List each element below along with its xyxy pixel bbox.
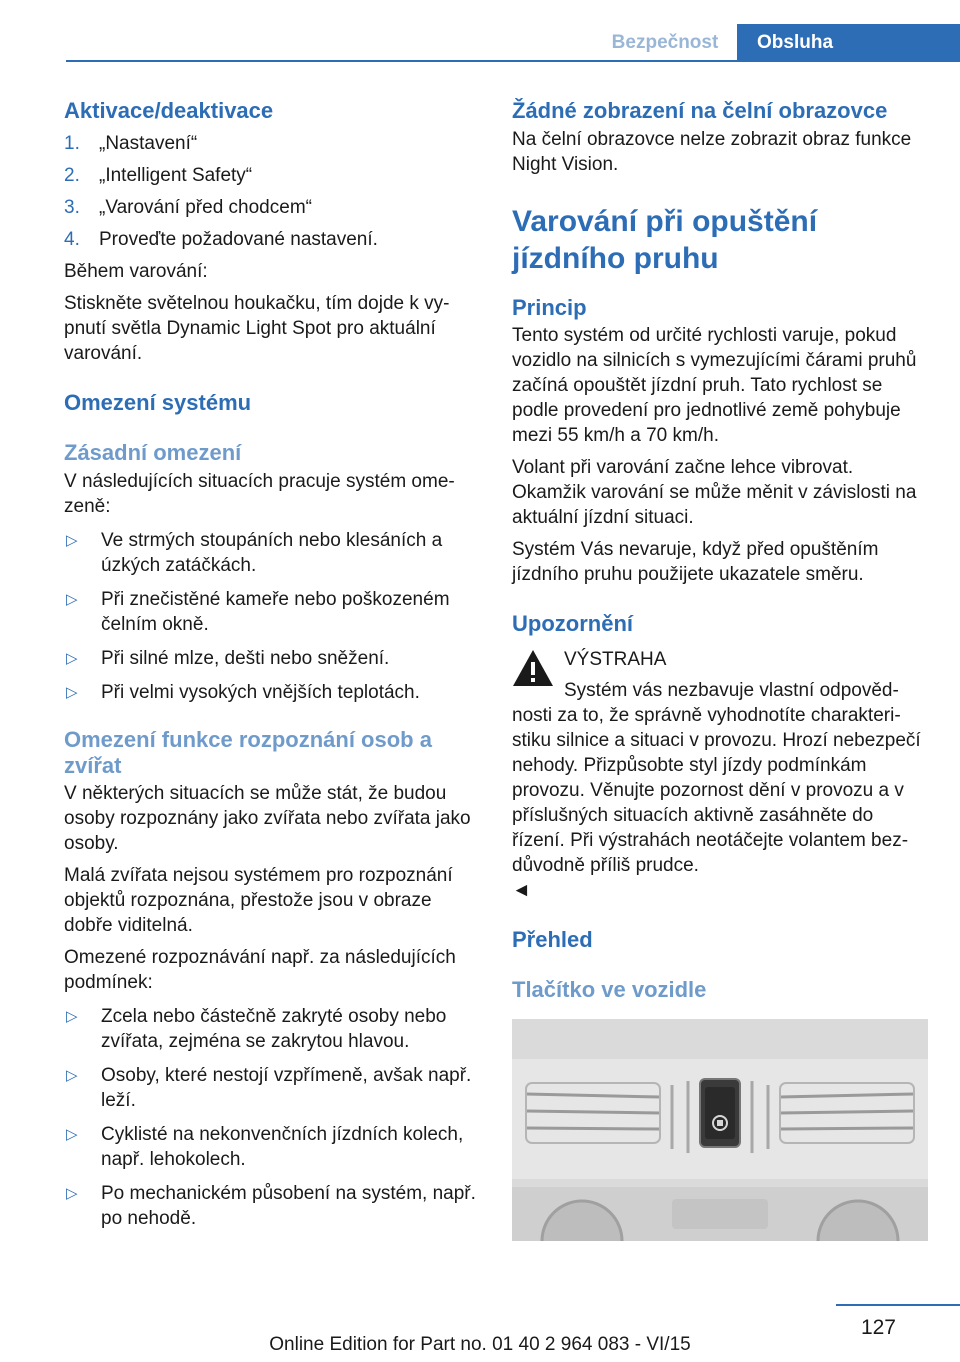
step-number: 2. bbox=[64, 165, 80, 186]
step-number: 1. bbox=[64, 133, 80, 154]
list-item-text: Ve strmých stoupáních nebo klesáních a úzkých zatáčkách. bbox=[101, 530, 443, 576]
step-text: „Nastavení“ bbox=[99, 133, 198, 154]
list-item bbox=[64, 131, 480, 156]
triangle-bullet-icon: ▷ bbox=[66, 591, 78, 608]
step-text: Proveďte požadované nastavení. bbox=[99, 229, 378, 250]
basic-limits-list bbox=[64, 528, 480, 705]
triangle-bullet-icon: ▷ bbox=[66, 650, 78, 667]
list-item bbox=[64, 680, 480, 705]
list-item bbox=[64, 646, 480, 671]
triangle-bullet-icon: ▷ bbox=[66, 1067, 78, 1084]
list-item-text: Cyklisté na nekonvenčních jízdních kolech, např. lehokolech. bbox=[101, 1124, 464, 1170]
overview-heading: Přehled bbox=[512, 927, 593, 952]
list-item bbox=[64, 195, 480, 220]
step-text: „Intelligent Safety“ bbox=[99, 165, 253, 186]
footer-rule bbox=[836, 1304, 960, 1306]
press-text: Stiskněte světelnou houkačku, tím dojde k vypnutí světla Dynamic Light Spot pro aktuální varování. bbox=[64, 293, 450, 364]
step-number: 3. bbox=[64, 197, 80, 218]
lane-warning-heading: Varování při opuštění jízdního pruhu bbox=[512, 205, 818, 275]
list-item bbox=[64, 1122, 480, 1172]
warning-text-block bbox=[512, 678, 930, 903]
notice-heading: Upozornění bbox=[512, 611, 633, 636]
basic-limits-heading: Zásadní omezení bbox=[64, 440, 242, 465]
list-item bbox=[64, 587, 480, 637]
principle-p3: Systém Vás nevaruje, když před opuštěním jízdního pruhu použijete ukazatele směru. bbox=[512, 539, 879, 585]
recognition-p3: Omezené rozpoznávání např. za následujících podmínek: bbox=[64, 947, 456, 993]
warning-block bbox=[512, 647, 930, 672]
triangle-bullet-icon: ▷ bbox=[66, 1126, 78, 1143]
vehicle-button-photo bbox=[512, 1019, 928, 1241]
list-item bbox=[64, 1063, 480, 1113]
recognition-p1: V některých situacích se může stát, že budou osoby rozpoznány jako zvířata nebo zvířata jako osoby. bbox=[64, 783, 471, 854]
principle-heading: Princip bbox=[512, 295, 587, 320]
list-item bbox=[64, 227, 480, 252]
left-column bbox=[64, 98, 480, 1231]
warning-text: Systém vás nezbavuje vlastní odpovědnosti za to, že správně vyhodnotíte charakteristiku silnice a situaci v provozu. Hrozí nebezpečí nehody. Přizpůsobte styl jízdy podmínkám provozu. Věnujte pozornost dění v provozu a v příslušných situacích aktivně zasáhněte do řízení. Při výstrahách neotáčejte volantem bezdůvodně příliš prudce. bbox=[512, 680, 921, 876]
no-display-text: Na čelní obrazovce nelze zobrazit obraz funkce Night Vision. bbox=[512, 129, 912, 175]
no-display-heading: Žádné zobrazení na čelní obrazovce bbox=[512, 98, 888, 123]
list-item-text: Při znečistěné kameře nebo poškozeném čelním okně. bbox=[101, 589, 450, 635]
recognition-list bbox=[64, 1004, 480, 1231]
basic-limits-intro: V následujících situacích pracuje systém omezeně: bbox=[64, 471, 455, 517]
end-mark-icon: ◄ bbox=[512, 880, 531, 901]
principle-p2: Volant při varování začne lehce vibrovat. Okamžik varování se může měnit v závislosti na aktuální jízdní situaci. bbox=[512, 457, 917, 528]
activation-heading: Aktivace/deaktivace bbox=[64, 98, 274, 123]
step-text: „Varování před chodcem“ bbox=[99, 197, 312, 218]
list-item bbox=[64, 163, 480, 188]
list-item-text: Při velmi vysokých vnějších teplotách. bbox=[101, 682, 420, 703]
right-column bbox=[512, 98, 930, 1241]
button-heading: Tlačítko ve vozidle bbox=[512, 977, 707, 1002]
recognition-heading: Omezení funkce rozpoznání osob a zvířat bbox=[64, 727, 432, 778]
list-item bbox=[64, 1181, 480, 1231]
triangle-bullet-icon: ▷ bbox=[66, 1008, 78, 1025]
warning-triangle-icon bbox=[512, 649, 554, 687]
tab-safety[interactable]: Bezpečnost bbox=[611, 32, 719, 53]
list-item-text: Při silné mlze, dešti nebo sněžení. bbox=[101, 648, 390, 669]
list-item-text: Osoby, které nestojí vzpřímeně, avšak např. leží. bbox=[101, 1065, 472, 1111]
step-number: 4. bbox=[64, 229, 80, 250]
list-item-text: Po mechanickém působení na systém, např. po nehodě. bbox=[101, 1183, 476, 1229]
triangle-bullet-icon: ▷ bbox=[66, 684, 78, 701]
triangle-bullet-icon: ▷ bbox=[66, 1185, 78, 1202]
page-number: 127 bbox=[860, 1316, 896, 1339]
edition-footer: Online Edition for Part no. 01 40 2 964 083 - VI/15 bbox=[269, 1334, 691, 1355]
list-item bbox=[64, 1004, 480, 1054]
dashboard-illustration bbox=[512, 1019, 928, 1241]
list-item-text: Zcela nebo částečně zakryté osoby nebo zvířata, zejména se zakrytou hlavou. bbox=[101, 1006, 447, 1052]
system-limits-heading: Omezení systému bbox=[64, 390, 252, 415]
tab-operation[interactable]: Obsluha bbox=[737, 24, 960, 62]
recognition-p2: Malá zvířata nejsou systémem pro rozpoznání objektů rozpoznána, přestože jsou v obraze dobře viditelná. bbox=[64, 865, 453, 936]
principle-p1: Tento systém od určité rychlosti varuje, pokud vozidlo na silnicích s vymezujícími čárami pruhů začíná opouštět jízdní pruh. Tato rychlost se podle provedení pro jednotlivé země pohybuje mezi 55 km/h a 70 km/h. bbox=[512, 325, 917, 446]
activation-steps bbox=[64, 131, 480, 252]
list-item bbox=[64, 528, 480, 578]
warning-label: VÝSTRAHA bbox=[564, 649, 667, 670]
triangle-bullet-icon: ▷ bbox=[66, 532, 78, 549]
during-warning: Během varování: bbox=[64, 261, 208, 282]
